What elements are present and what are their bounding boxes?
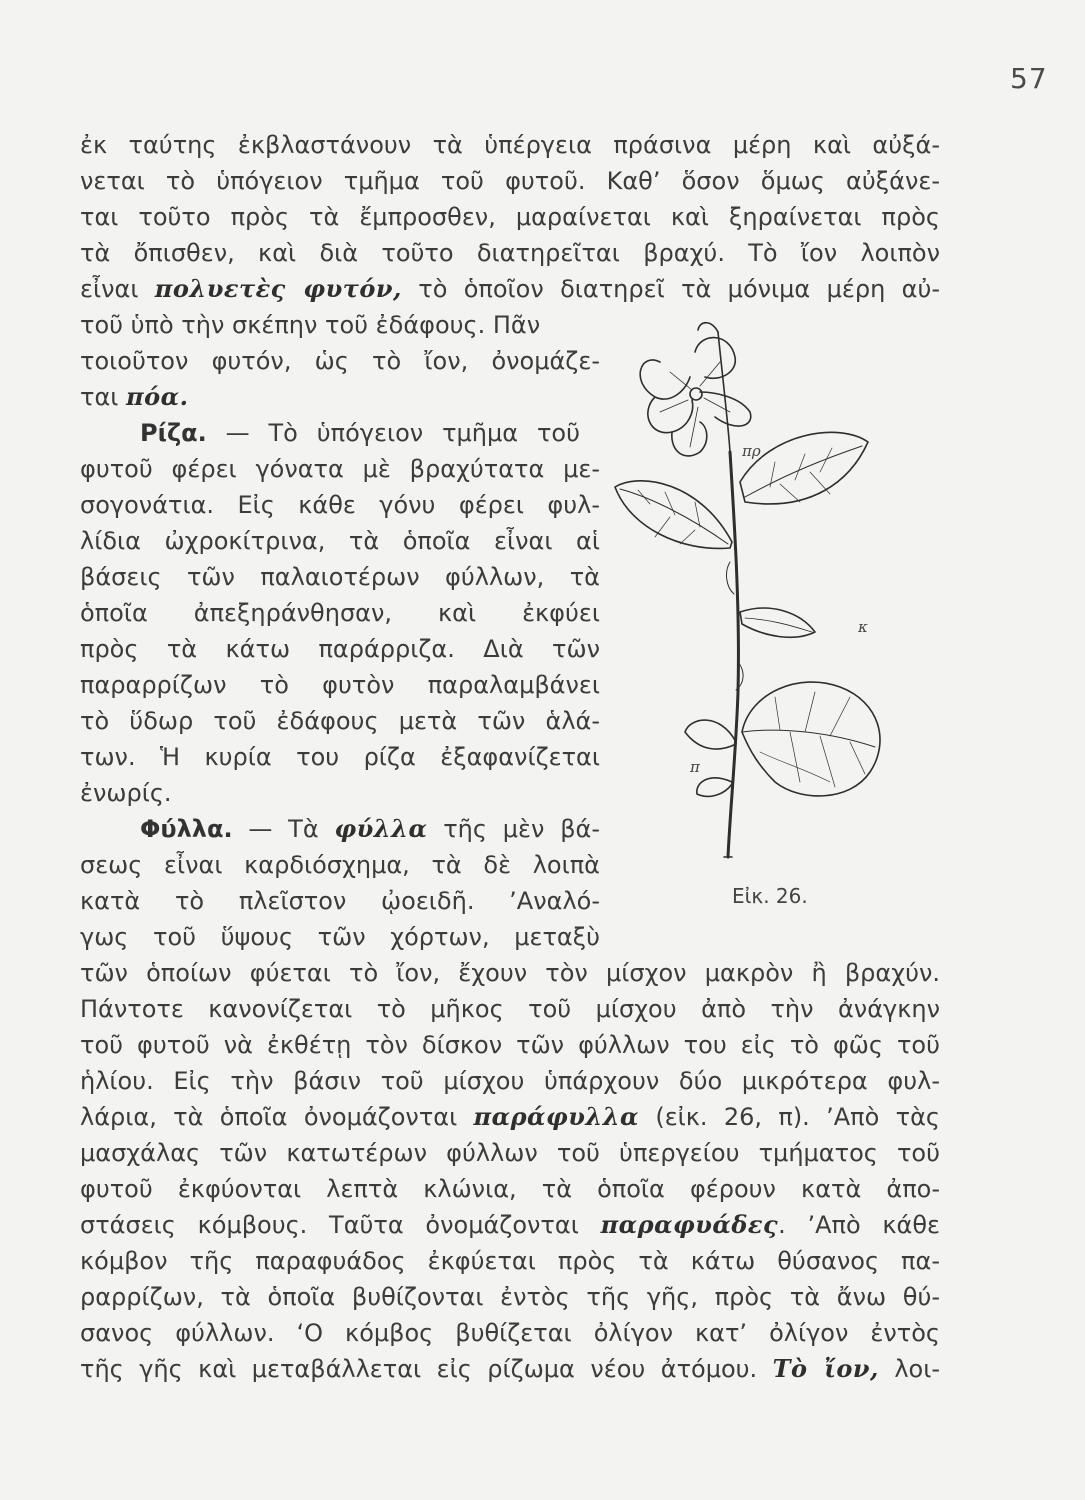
term-runners: παραφυάδες — [600, 1210, 779, 1239]
text-line: σανος φύλλων. ‘Ο κόμβος βυθίζεται ὀλίγον κατ’ ὀλίγον ἐντὸς — [80, 1319, 940, 1347]
text-line: τὸ ὕδωρ τοῦ ἐδάφους μετὰ τῶν ἁλά- — [80, 707, 600, 735]
text-line: τοιοῦτον φυτόν, ὡς τὸ ἴον, ὀνομάζε- — [80, 347, 600, 375]
text-line: τοῦ ὑπὸ τὴν σκέπην τοῦ ἐδάφους. Πᾶν — [80, 311, 541, 339]
text-line: σεως εἶναι καρδιόσχημα, τὰ δὲ λοιπὰ — [80, 851, 600, 879]
text-line: πρὸς τὰ κάτω παράρριζα. Διὰ τῶν — [80, 635, 600, 663]
label-p: π — [690, 758, 700, 776]
violet-illustration — [600, 312, 900, 872]
page-number: 57 — [1010, 62, 1048, 95]
text-line: των. Ἡ κυρία του ρίζα ἐξαφανίζεται — [80, 743, 600, 771]
text-line: ὁποῖα ἀπεξηράνθησαν, καὶ ἐκφύει — [80, 599, 600, 627]
text-line: σογονάτια. Εἰς κάθε γόνυ φέρει φυλ- — [80, 491, 600, 519]
term-poa: πόα. — [126, 382, 189, 411]
text-line: κατὰ τὸ πλεῖστον ᾠοειδῆ. ’Αναλό- — [80, 887, 600, 915]
text-line: λάρια, τὰ ὁποῖα ὀνομάζονται παράφυλλα (εἰκ. 26, π). ’Απὸ τὰς — [80, 1102, 940, 1131]
label-k: κ — [858, 618, 868, 636]
term-violet: Τὸ ἴον, — [772, 1354, 879, 1383]
text-line: τῶν ὁποίων φύεται τὸ ἴον, ἔχουν τὸν μίσχον μακρὸν ἢ βραχύν. — [80, 959, 940, 987]
text-line: φυτοῦ φέρει γόνατα μὲ βραχύτατα με- — [80, 455, 600, 483]
term-leaves: φύλλα — [334, 814, 428, 843]
text-line: στάσεις κόμβους. Ταῦτα ὀνομάζονται παραφυάδες. ’Απὸ κάθε — [80, 1210, 941, 1239]
text-line: ται πόα. — [80, 382, 189, 411]
text-line: τὰ ὄπισθεν, καὶ διὰ τοῦτο διατηρεῖται βραχύ. Τὸ ἴον λοιπὸν — [80, 239, 940, 267]
section-heading-leaves: Φύλλα. — Τὰ φύλλα τῆς μὲν βά- — [140, 814, 600, 843]
text-line: τοῦ φυτοῦ νὰ ἐκθέτῃ τὸν δίσκον τῶν φύλλων του εἰς τὸ φῶς τοῦ — [80, 1031, 940, 1059]
text-line: γως τοῦ ὕψους τῶν χόρτων, μεταξὺ — [80, 923, 600, 951]
text-line: φυτοῦ ἐκφύονται λεπτὰ κλώνια, τὰ ὁποῖα φέρουν κατὰ ἀπο- — [80, 1175, 940, 1203]
text-line: λίδια ὠχροκίτρινα, τὰ ὁποῖα εἶναι αἱ — [80, 527, 600, 555]
text-line: Πάντοτε κανονίζεται τὸ μῆκος τοῦ μίσχου ἀπὸ τὴν ἀνάγκην — [80, 995, 940, 1023]
text-line: εἶναι πολυετὲς φυτόν, τὸ ὁποῖον διατηρεῖ τὰ μόνιμα μέρη αὐ- — [80, 274, 940, 303]
text-line: παραρρίζων τὸ φυτὸν παραλαμβάνει — [80, 671, 600, 699]
term-perennial: πολυετὲς φυτόν, — [154, 274, 402, 303]
text-line: ται τοῦτο πρὸς τὰ ἔμπροσθεν, μαραίνεται καὶ ξηραίνεται πρὸς — [80, 203, 940, 231]
text-line: ἐνωρίς. — [80, 779, 172, 807]
text-line: κόμβον τῆς παραφυάδος ἐκφύεται πρὸς τὰ κάτω θύσανος πα- — [80, 1247, 940, 1275]
label-pr: πρ — [742, 442, 761, 460]
violet-plant-drawing — [600, 312, 900, 872]
section-heading-root: Ρίζα. — Τὸ ὑπόγειον τμῆμα τοῦ — [140, 419, 580, 447]
text-line: ἐκ ταύτης ἐκβλαστάνουν τὰ ὑπέργεια πράσινα μέρη καὶ αὐξά- — [80, 131, 940, 159]
term-stipules: παράφυλλα — [473, 1102, 640, 1131]
text-line: βάσεις τῶν παλαιοτέρων φύλλων, τὰ — [80, 563, 600, 591]
text-line: ἡλίου. Εἰς τὴν βάσιν τοῦ μίσχου ὑπάρχουν δύο μικρότερα φυλ- — [80, 1067, 940, 1095]
text-line: μασχάλας τῶν κατωτέρων φύλλων τοῦ ὑπεργείου τμήματος τοῦ — [80, 1139, 940, 1167]
text-line: ραρρίζων, τὰ ὁποῖα βυθίζονται ἐντὸς τῆς γῆς, πρὸς τὰ ἄνω θύ- — [80, 1283, 940, 1311]
figure-caption: Εἰκ. 26. — [732, 884, 808, 908]
text-line: τῆς γῆς καὶ μεταβάλλεται εἰς ρίζωμα νέου ἀτόμου. Τὸ ἴον, λοι- — [80, 1354, 940, 1383]
text-line: νεται τὸ ὑπόγειον τμῆμα τοῦ φυτοῦ. Καθ’ ὅσον ὅμως αὐξάνε- — [80, 167, 940, 195]
